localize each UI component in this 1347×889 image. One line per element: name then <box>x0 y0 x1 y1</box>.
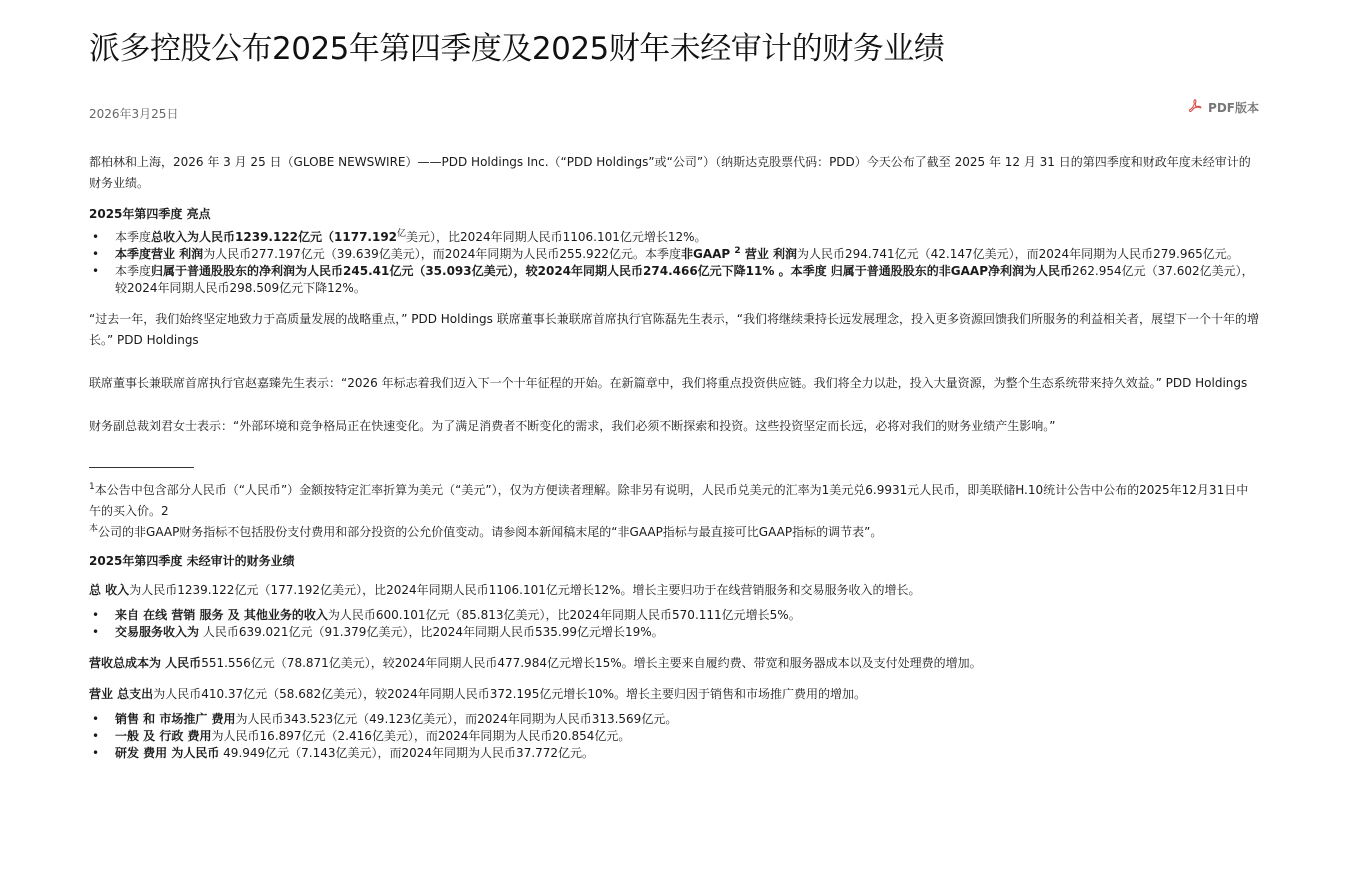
footnote-2: $^本$公司的非GAAP财务指标不包括股份支付费用和部分投资的公允价值变动。请参阅本新闻稿末尾的“非GAAP指标与最直接可比GAAP指标的调节表”。 <box>89 524 883 539</box>
list-item: • 研发 费用 为人民币 49.949亿元（7.143亿美元），而2024年同期为人民币37.772亿元。 <box>89 745 1259 762</box>
quote-liu: 财务副总裁刘君女士表示：“外部环境和竞争格局正在快速变化。为了满足消费者不断变化的需求，我们必须不断探索和投资。这些投资坚定而长远，必将对我们的财务业绩产生影响。” <box>89 419 1056 433</box>
quote-chen: “过去一年，我们始终坚定地致力于高质量发展的战略重点，” PDD Holdings 联席董事长兼联席首席执行官陈磊先生表示，“我们将继续秉持长远发展理念，投入更多资源回馈我们所服务的利益相关者，展望下一个十年的增长。” PDD Holdings <box>89 312 1259 347</box>
opex-list <box>89 711 1259 762</box>
quote-zhao: 联席董事长兼联席首席执行官赵嘉臻先生表示：“2026 年标志着我们迈入下一个十年征程的开始。在新篇章中，我们将重点投资供应链。我们将全力以赴，投入大量资源，为整个生态系统带来持久效益。” PDD Holdings <box>89 376 1248 390</box>
list-item: • 销售 和 市场推广 费用为人民币343.523亿元（49.123亿美元），而2024年同期为人民币313.569亿元。 <box>89 711 1259 728</box>
list-item: • 一般 及 行政 费用为人民币16.897亿元（2.416亿美元），而2024年同期为人民币20.854亿元。 <box>89 728 1259 745</box>
footnote-divider <box>89 467 194 468</box>
list-item: • 交易服务收入为 人民币639.021亿元（91.379亿美元），比2024年同期人民币535.99亿元增长19%。 <box>89 624 1259 641</box>
revenue-list <box>89 607 1259 641</box>
publish-date: 2026年3月25日 <box>89 107 179 121</box>
revenue-paragraph: 总 收入为人民币1239.122亿元（177.192亿美元），比2024年同期人民币1106.101亿元增长12%。增长主要归功于在线营销服务和交易服务收入的增长。 <box>89 583 921 597</box>
intro-paragraph: 都柏林和上海，2026 年 3 月 25 日（GLOBE NEWSWIRE）——PDD Holdings Inc.（“PDD Holdings”或“公司”）（纳斯达克股票代码：PDD）今天公布了截至 2025 年 12 月 31 日的第四季度和财政年度未经审计的财务业绩。 <box>89 155 1251 190</box>
highlights-list <box>89 229 1259 297</box>
article-body <box>89 152 1259 762</box>
page-title: 派多控股公布2025年第四季度及2025财年未经审计的财务业绩 <box>89 31 945 67</box>
footnote-1: $^1$本公告中包含部分人民币（“人民币”）金额按特定汇率折算为美元（“美元”），仅为方便读者理解。除非另有说明，人民币兑美元的汇率为1美元兑6.9931元人民币，即美联储H.10统计公告中公布的2025年12月31日中午的买入价。2 <box>89 482 1249 518</box>
list-item: • 本季度总收入为人民币1239.122亿元（$1177.192^亿$美元），比2024年同期人民币1106.101亿元增长12%。 <box>89 229 1259 246</box>
opex-paragraph: 营业 总支出为人民币410.37亿元（58.682亿美元），较2024年同期人民币372.195亿元增长10%。增长主要归因于销售和市场推广费用的增加。 <box>89 687 867 701</box>
cost-paragraph: 营收总成本为 人民币551.556亿元（78.871亿美元），较2024年同期人民币477.984亿元增长15%。增长主要来自履约费、带宽和服务器成本以及支付处理费的增加。 <box>89 656 982 670</box>
list-item: • 来自 在线 营销 服务 及 其他业务的收入为人民币600.101亿元（85.813亿美元），比2024年同期人民币570.111亿元增长5%。 <box>89 607 1259 624</box>
list-item: • 本季度营业 利润为人民币277.197亿元（39.639亿美元），而2024年同期为人民币255.922亿元。本季度非GAAP $^2$ 营业 利润为人民币294.741亿元（42.147亿美元），而2024年同期为人民币279.965亿元。 <box>89 246 1259 263</box>
footnotes <box>89 480 1259 543</box>
pdf-version-link[interactable] <box>1188 99 1259 116</box>
pdf-icon <box>1188 99 1202 116</box>
pdf-label: PDF版本 <box>1208 101 1259 115</box>
highlights-heading: 2025年第四季度 亮点 <box>89 207 211 221</box>
list-item: • 本季度归属于普通股股东的净利润为人民币245.41亿元（35.093亿美元），较2024年同期人民币274.466亿元下降11% 。本季度 归属于普通股股东的非GAAP净利润为人民币262.954亿元（37.602亿美元），较2024年同期人民币298.509亿元下降12%。 <box>89 263 1259 297</box>
results-heading: 2025年第四季度 未经审计的财务业绩 <box>89 554 295 568</box>
